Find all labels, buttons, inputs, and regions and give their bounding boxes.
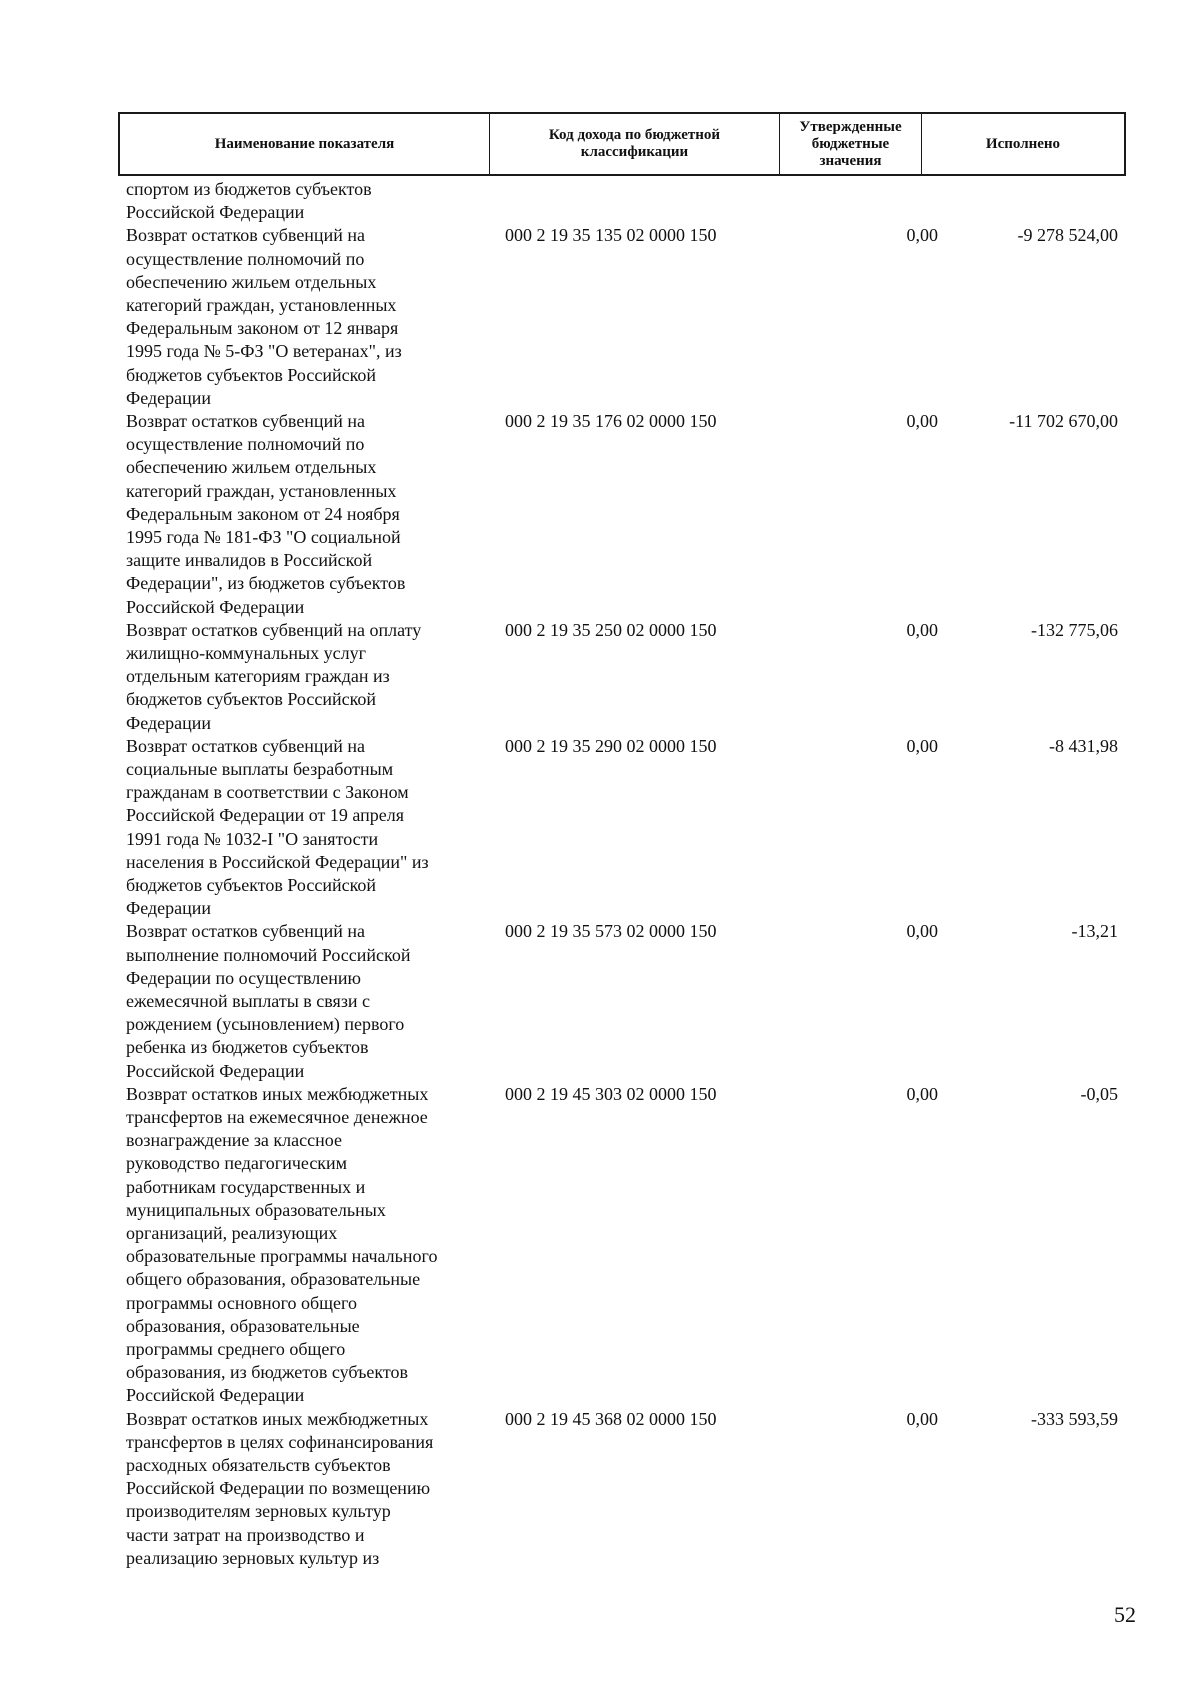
row-name-line: 1995 года № 181-ФЗ "О социальной [126, 527, 401, 547]
row-name-line: категорий граждан, установленных [126, 480, 397, 501]
row-indicator-name [126, 410, 486, 619]
row-approved-value: 0,00 [906, 921, 938, 942]
row-name-line: бюджетов субъектов Российской [126, 689, 377, 710]
row-executed-value: -8 431,98 [1049, 735, 1118, 756]
row-name-line: трансфертов на ежемесячное денежное [126, 1106, 428, 1127]
row-name-line: жилищно-коммунальных услуг [126, 642, 366, 663]
row-name-line: Возврат остатков субвенций на [126, 735, 365, 756]
row-executed-value: -333 593,59 [1031, 1408, 1118, 1429]
row-budget-code: 000 2 19 35 290 02 0000 150 [505, 735, 717, 756]
row-name-line: Возврат остатков субвенций на оплату [126, 619, 422, 640]
row-name-line: реализацию зерновых культур из [126, 1547, 380, 1568]
row-indicator-name [126, 735, 486, 921]
row-indicator-name [126, 178, 486, 224]
row-name-line: Российской Федерации [126, 1385, 305, 1406]
row-executed-value: -132 775,06 [1031, 619, 1118, 640]
row-name-line: Возврат остатков иных межбюджетных [126, 1408, 429, 1429]
row-name-line: программы основного общего [126, 1292, 357, 1313]
row-name-line: вознаграждение за классное [126, 1130, 342, 1151]
row-name-line: производителям зерновых культур [126, 1501, 391, 1522]
row-indicator-name [126, 920, 486, 1082]
row-name-line: программы среднего общего [126, 1339, 346, 1359]
table-row [0, 1408, 1200, 1570]
row-name-line: Федерации [126, 387, 212, 408]
row-name-line: категорий граждан, установленных [126, 295, 397, 315]
row-name-line: рождением (усыновлением) первого [126, 1014, 405, 1035]
row-name-line: спортом из бюджетов субъектов [126, 179, 372, 199]
row-name-line: Федеральным законом от 24 ноября [126, 503, 400, 524]
row-budget-code: 000 2 19 35 176 02 0000 150 [505, 410, 717, 431]
row-name-line: выполнение полномочий Российской [126, 944, 411, 965]
page-number: 52 [1114, 1602, 1136, 1627]
row-executed-value: -13,21 [1071, 921, 1118, 942]
row-name-line: части затрат на производство и [126, 1524, 365, 1545]
row-name-line: Российской Федерации [126, 202, 305, 223]
row-name-line: образования, образовательные [126, 1315, 360, 1336]
row-indicator-name [126, 224, 486, 410]
header-code-column: Код дохода по бюджетной классификации [490, 114, 780, 174]
row-name-line: 1991 года № 1032-I "О занятости [126, 828, 379, 849]
row-name-line: Российской Федерации [126, 1060, 305, 1081]
row-approved-value: 0,00 [906, 619, 938, 640]
row-name-line: организаций, реализующих [126, 1222, 338, 1243]
row-approved-value: 0,00 [906, 225, 938, 246]
table-row [0, 735, 1200, 921]
row-name-line: гражданам в соответствии с Законом [126, 782, 409, 803]
row-executed-value: -11 702 670,00 [1009, 410, 1118, 431]
row-name-line: населения в Российской Федерации" из [126, 851, 429, 872]
row-name-line: бюджетов субъектов Российской [126, 364, 377, 385]
row-budget-code: 000 2 19 45 303 02 0000 150 [505, 1083, 717, 1104]
row-name-line: расходных обязательств субъектов [126, 1454, 391, 1475]
row-executed-value: -0,05 [1080, 1083, 1118, 1104]
row-approved-value: 0,00 [906, 1083, 938, 1104]
row-name-line: Российской Федерации [126, 596, 305, 617]
table-row [0, 1083, 1200, 1408]
header-executed-column: Исполнено [985, 135, 1061, 152]
row-name-line: общего образования, образовательные [126, 1269, 421, 1290]
row-name-line: Федерации [126, 898, 212, 919]
row-name-line: 1995 года № 5-ФЗ "О ветеранах", из [126, 341, 402, 362]
row-name-line: Федеральным законом от 12 января [126, 318, 399, 339]
row-name-line: руководство педагогическим [126, 1153, 348, 1174]
row-name-line: Возврат остатков субвенций на [126, 921, 365, 942]
table-row [0, 224, 1200, 410]
row-name-line: трансфертов в целях софинансирования [126, 1431, 434, 1452]
row-budget-code: 000 2 19 35 135 02 0000 150 [505, 225, 717, 246]
row-name-line: обеспечению жильем отдельных [126, 457, 377, 478]
row-name-line: отдельным категориям граждан из [126, 666, 390, 687]
row-name-line: ежемесячной выплаты в связи с [126, 990, 371, 1011]
row-name-line: образования, из бюджетов субъектов [126, 1362, 409, 1383]
row-approved-value: 0,00 [906, 410, 938, 431]
row-indicator-name [126, 1408, 486, 1570]
table-row [0, 619, 1200, 735]
table-body [0, 178, 1200, 1570]
row-name-line: защите инвалидов в Российской [126, 550, 373, 571]
row-name-line: осуществление полномочий по [126, 248, 365, 269]
table-row [0, 920, 1200, 1082]
row-name-line: Возврат остатков субвенций на [126, 225, 365, 246]
table-header [118, 112, 1126, 176]
row-name-line: ребенка из бюджетов субъектов [126, 1037, 369, 1058]
row-name-line: обеспечению жильем отдельных [126, 271, 377, 292]
row-name-line: Федерации", из бюджетов субъектов [126, 573, 406, 594]
row-name-line: Российской Федерации от 19 апреля [126, 805, 404, 826]
row-executed-value: -9 278 524,00 [1017, 225, 1118, 246]
header-name-column: Наименование показателя [120, 114, 490, 174]
table-row [0, 178, 1200, 224]
row-approved-value: 0,00 [906, 1408, 938, 1429]
row-name-line: осуществление полномочий по [126, 434, 365, 455]
row-budget-code: 000 2 19 45 368 02 0000 150 [505, 1408, 717, 1429]
table-row [0, 410, 1200, 619]
row-indicator-name [126, 619, 486, 735]
row-name-line: муниципальных образовательных [126, 1199, 386, 1220]
row-name-line: социальные выплаты безработным [126, 758, 394, 779]
row-name-line: Российской Федерации по возмещению [126, 1478, 431, 1499]
row-name-line: Федерации по осуществлению [126, 967, 361, 988]
row-name-line: образовательные программы начального [126, 1246, 438, 1267]
row-name-line: Возврат остатков субвенций на [126, 410, 365, 431]
row-budget-code: 000 2 19 35 250 02 0000 150 [505, 619, 717, 640]
row-name-line: Федерации [126, 712, 212, 733]
header-approved-column: Утвержденные бюджетные значения [780, 114, 922, 174]
row-indicator-name [126, 1083, 486, 1408]
row-approved-value: 0,00 [906, 735, 938, 756]
row-name-line: работникам государственных и [126, 1176, 366, 1197]
row-name-line: бюджетов субъектов Российской [126, 875, 377, 895]
row-budget-code: 000 2 19 35 573 02 0000 150 [505, 921, 717, 942]
row-name-line: Возврат остатков иных межбюджетных [126, 1083, 429, 1104]
